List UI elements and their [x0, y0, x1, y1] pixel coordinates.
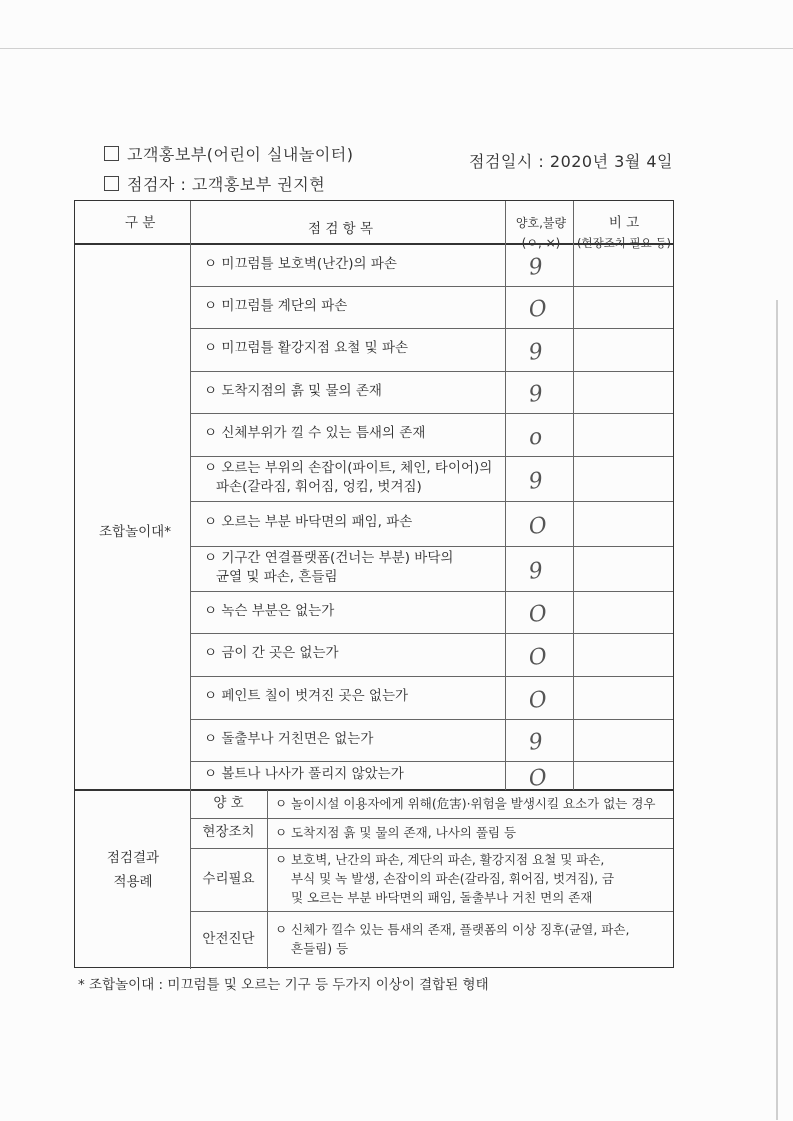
- table-divider: [190, 413, 673, 414]
- result-description: 부식 및 녹 발생, 손잡이의 파손(갈라짐, 휘어짐, 벗겨짐), 금: [291, 871, 615, 886]
- table-divider: [190, 818, 673, 819]
- result-category: 수리필요: [202, 870, 255, 887]
- inspection-item: ㅇ 도착지점의 흙 및 물의 존재: [204, 382, 382, 399]
- table-divider: [190, 546, 673, 547]
- table-divider: [190, 501, 673, 502]
- inspector-text: 점검자 : 고객홍보부 권지현: [127, 175, 326, 194]
- header-category: 구 분: [125, 215, 156, 231]
- result-category: 현장조치: [202, 824, 255, 840]
- table-divider: [190, 719, 673, 720]
- inspection-item: ㅇ 볼트나 나사가 풀리지 않았는가: [204, 766, 404, 782]
- inspection-date: 점검일시 : 2020년 3월 4일: [469, 152, 674, 171]
- table-divider: [190, 761, 673, 762]
- header-items: 점 검 항 목: [308, 221, 374, 237]
- header-result: 양호,불량: [515, 216, 567, 230]
- page-edge-line: [776, 300, 778, 1120]
- result-category: 양 호: [213, 795, 244, 811]
- table-divider: [190, 848, 673, 849]
- table-divider: [267, 790, 268, 969]
- result-description: ㅇ 보호벽, 난간의 파손, 계단의 파손, 활강지점 요철 및 파손,: [275, 852, 605, 867]
- header-remarks: 비 고: [608, 215, 640, 231]
- result-mark: 9: [527, 729, 545, 756]
- table-divider: [190, 201, 191, 969]
- inspection-item: ㅇ 페인트 칠이 벗겨진 곳은 없는가: [204, 688, 409, 704]
- result-mark: 9: [527, 254, 545, 281]
- inspection-item: 파손(갈라짐, 휘어짐, 엉킴, 벗겨짐): [216, 478, 422, 495]
- result-mark: O: [527, 512, 549, 540]
- result-category: 안전진단: [202, 931, 255, 947]
- result-section-label: 적용례: [113, 874, 153, 890]
- inspection-item: ㅇ 오르는 부위의 손잡이(파이트, 체인, 타이어)의: [204, 459, 493, 476]
- table-divider: [573, 201, 574, 790]
- department-line: [104, 142, 354, 165]
- inspection-item: ㅇ 금이 간 곳은 없는가: [204, 645, 339, 661]
- result-mark: o: [527, 423, 544, 451]
- result-mark: O: [527, 643, 549, 671]
- result-section-label: 점검결과: [106, 850, 160, 866]
- result-description: ㅇ 도착지점 흙 및 물의 존재, 나사의 풀림 등: [275, 824, 517, 840]
- result-mark: O: [527, 764, 549, 792]
- inspection-item: ㅇ 녹슨 부분은 없는가: [204, 602, 335, 619]
- category-label: 조합놀이대*: [99, 524, 171, 540]
- inspection-item: ㅇ 신체부위가 낄 수 있는 틈새의 존재: [204, 425, 426, 441]
- result-mark: O: [527, 686, 549, 714]
- checkbox-icon: [104, 176, 119, 191]
- footnote: * 조합놀이대 : 미끄럼틀 및 오르는 기구 등 두가지 이상이 결합된 형태: [78, 977, 489, 993]
- inspection-item: ㅇ 미끄럼틀 계단의 파손: [204, 297, 348, 314]
- table-divider: [190, 591, 673, 592]
- inspection-table: [74, 200, 674, 968]
- table-divider: [190, 676, 673, 677]
- result-mark: O: [527, 600, 549, 629]
- result-mark: 9: [527, 381, 545, 408]
- inspection-item: ㅇ 돌출부나 거친면은 없는가: [204, 730, 374, 747]
- result-mark: 9: [527, 467, 545, 495]
- result-mark: 9: [527, 557, 545, 585]
- inspection-item: ㅇ 기구간 연결플랫폼(건너는 부분) 바닥의: [204, 549, 454, 566]
- inspector-line: [104, 172, 325, 195]
- result-mark: O: [527, 295, 549, 324]
- inspection-item: 균열 및 파손, 흔들림: [216, 568, 338, 585]
- table-divider: [75, 789, 673, 791]
- inspection-item: ㅇ 미끄럼틀 활강지점 요철 및 파손: [204, 340, 409, 356]
- inspection-item: ㅇ 미끄럼틀 보호벽(난간)의 파손: [204, 255, 397, 272]
- table-divider: [190, 633, 673, 634]
- checkbox-icon: [104, 146, 119, 161]
- table-divider: [190, 371, 673, 372]
- page-edge-line: [0, 48, 793, 49]
- result-mark: 9: [527, 338, 545, 366]
- inspection-item: ㅇ 오르는 부분 바닥면의 패임, 파손: [204, 514, 413, 530]
- result-description: ㅇ 신체가 낄수 있는 틈새의 존재, 플랫폼의 이상 징후(균열, 파손,: [275, 922, 630, 937]
- department-text: 고객홍보부(어린이 실내놀이터): [127, 145, 354, 164]
- table-divider: [75, 243, 673, 245]
- result-description: ㅇ 놀이시설 이용자에게 위해(危害)·위험을 발생시킬 요소가 없는 경우: [275, 795, 656, 811]
- table-divider: [190, 286, 673, 287]
- table-divider: [190, 328, 673, 329]
- table-divider: [505, 201, 506, 790]
- result-description: 및 오르는 부분 바닥면의 패임, 돌출부나 거친 면의 존재: [291, 890, 593, 905]
- table-divider: [190, 911, 673, 912]
- result-description: 흔들림) 등: [291, 941, 349, 956]
- table-divider: [190, 456, 673, 457]
